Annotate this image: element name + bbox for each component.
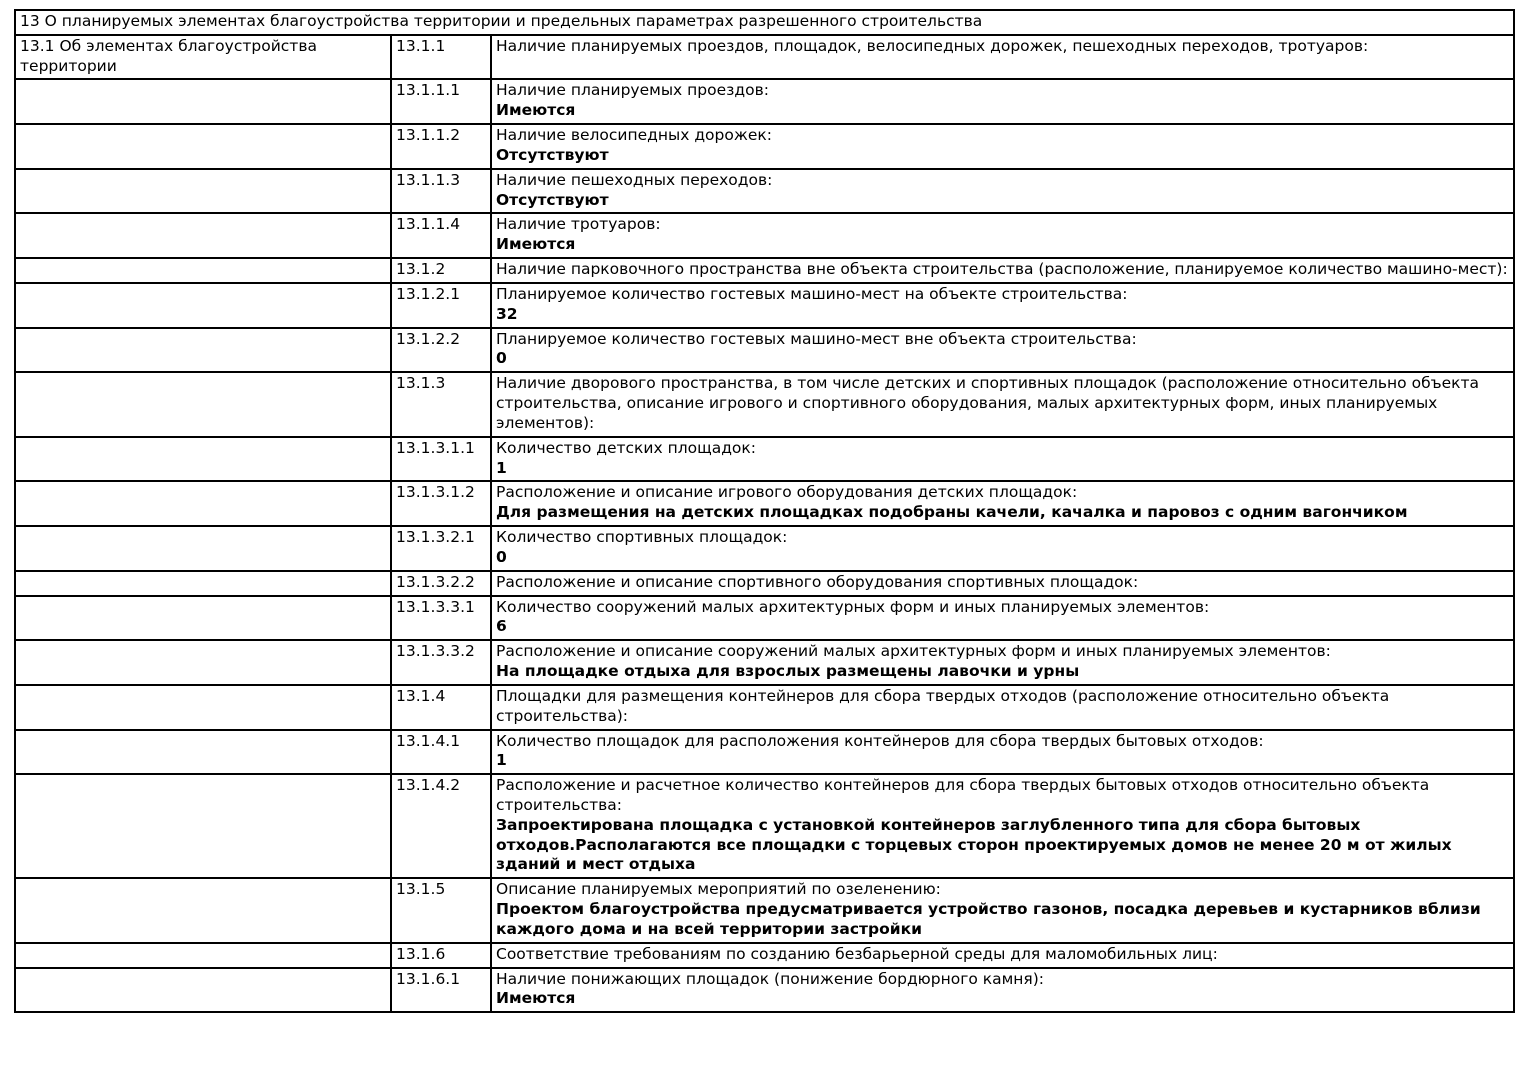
row-content-cell — [491, 774, 1514, 878]
row-code: 13.1.3 — [396, 374, 446, 393]
table-row — [15, 943, 1514, 968]
category-cell — [15, 571, 391, 596]
row-value: Имеются — [496, 989, 576, 1008]
category-label: 13.1 Об элементах благоустройства территории — [20, 36, 317, 75]
table-row — [15, 35, 1514, 80]
row-code: 13.1.3.1.1 — [396, 438, 475, 457]
row-code: 13.1.4.1 — [396, 731, 461, 750]
row-value: 0 — [496, 547, 507, 566]
row-label: Наличие планируемых проездов: — [496, 81, 769, 100]
row-label: Описание планируемых мероприятий по озеленению: — [496, 880, 941, 899]
category-cell — [15, 124, 391, 169]
table-row — [15, 968, 1514, 1013]
table-row — [15, 328, 1514, 373]
row-code-cell — [391, 169, 491, 214]
row-content-cell — [491, 372, 1514, 436]
row-content-cell — [491, 124, 1514, 169]
table-row — [15, 437, 1514, 482]
table-row — [15, 283, 1514, 328]
category-cell — [15, 481, 391, 526]
category-cell — [15, 640, 391, 685]
row-code-cell — [391, 35, 491, 80]
row-label: Количество площадок для расположения контейнеров для сбора твердых бытовых отходов: — [496, 731, 1264, 750]
row-value: Запроектирована площадка с установкой контейнеров заглубленного типа для сбора бытовых отходов.Располагаются все площадки с торцевых сторон проектируемых домов не менее 20 м от жилых зданий и мест отдыха — [496, 815, 1452, 874]
row-code: 13.1.4 — [396, 686, 446, 705]
row-code-cell — [391, 878, 491, 942]
row-label: Наличие тротуаров: — [496, 215, 661, 234]
row-value: Имеются — [496, 101, 576, 120]
row-label: Количество детских площадок: — [496, 438, 757, 457]
table-row — [15, 730, 1514, 775]
category-cell — [15, 878, 391, 942]
row-value: Имеются — [496, 235, 576, 254]
row-content-cell — [491, 571, 1514, 596]
section-header-row — [15, 10, 1514, 35]
category-cell — [15, 526, 391, 571]
table-row — [15, 124, 1514, 169]
row-code: 13.1.2 — [396, 260, 446, 279]
category-cell — [15, 283, 391, 328]
row-label: Соответствие требованиям по созданию безбарьерной среды для маломобильных лиц: — [496, 944, 1218, 963]
category-cell — [15, 169, 391, 214]
row-code: 13.1.1.3 — [396, 170, 461, 189]
row-code: 13.1.3.2.1 — [396, 528, 475, 547]
row-code-cell — [391, 79, 491, 124]
row-code: 13.1.6.1 — [396, 969, 461, 988]
row-label: Наличие велосипедных дорожек: — [496, 126, 772, 145]
table-body — [15, 10, 1514, 1012]
row-label: Наличие понижающих площадок (понижение бордюрного камня): — [496, 969, 1045, 988]
row-code-cell — [391, 943, 491, 968]
row-code: 13.1.1.1 — [396, 81, 461, 100]
category-cell — [15, 730, 391, 775]
row-label: Расположение и описание спортивного оборудования спортивных площадок: — [496, 572, 1139, 591]
category-cell — [15, 968, 391, 1013]
row-code-cell — [391, 213, 491, 258]
row-content-cell — [491, 481, 1514, 526]
row-label: Расположение и расчетное количество контейнеров для сбора твердых бытовых отходов относительно объекта строительства: — [496, 776, 1430, 814]
row-value: Отсутствуют — [496, 190, 609, 209]
row-label: Наличие парковочного пространства вне объекта строительства (расположение, планируемое количество машино-мест): — [496, 260, 1508, 279]
row-code-cell — [391, 968, 491, 1013]
row-content-cell — [491, 878, 1514, 942]
row-code: 13.1.3.2.2 — [396, 572, 475, 591]
table-row — [15, 526, 1514, 571]
row-code: 13.1.3.3.2 — [396, 642, 475, 661]
row-value: Для размещения на детских площадках подобраны качели, качалка и паровоз с одним вагончиком — [496, 503, 1408, 522]
row-code-cell — [391, 596, 491, 641]
row-code: 13.1.1 — [396, 36, 446, 55]
row-code-cell — [391, 730, 491, 775]
category-cell — [15, 328, 391, 373]
row-code-cell — [391, 124, 491, 169]
row-code-cell — [391, 774, 491, 878]
row-content-cell — [491, 640, 1514, 685]
table-row — [15, 79, 1514, 124]
row-label: Количество спортивных площадок: — [496, 528, 788, 547]
table-row — [15, 571, 1514, 596]
category-cell — [15, 35, 391, 80]
table-row — [15, 258, 1514, 283]
row-content-cell — [491, 35, 1514, 80]
category-cell — [15, 437, 391, 482]
section-title: 13 О планируемых элементах благоустройства территории и предельных параметрах разрешенного строительства — [15, 10, 1514, 35]
category-cell — [15, 685, 391, 730]
row-label: Наличие дворового пространства, в том числе детских и спортивных площадок (расположение относительно объекта строительства, описание игрового и спортивного оборудования, малых архитектурных форм, иных планируемых элементов): — [496, 374, 1480, 432]
row-value: 6 — [496, 617, 507, 636]
row-content-cell — [491, 437, 1514, 482]
row-code-cell — [391, 526, 491, 571]
row-content-cell — [491, 730, 1514, 775]
row-label: Наличие планируемых проездов, площадок, велосипедных дорожек, пешеходных переходов, тротуаров: — [496, 36, 1369, 55]
project-declaration-table — [14, 9, 1515, 1013]
row-code-cell — [391, 437, 491, 482]
row-label: Наличие пешеходных переходов: — [496, 170, 773, 189]
row-label: Площадки для размещения контейнеров для сбора твердых отходов (расположение относительно объекта строительства): — [496, 686, 1390, 725]
row-label: Расположение и описание сооружений малых архитектурных форм и иных планируемых элементов: — [496, 642, 1331, 661]
row-value: На площадке отдыха для взрослых размещены лавочки и урны — [496, 662, 1080, 681]
row-code-cell — [391, 258, 491, 283]
table-row — [15, 372, 1514, 436]
table-row — [15, 640, 1514, 685]
table-row — [15, 213, 1514, 258]
row-content-cell — [491, 943, 1514, 968]
row-code: 13.1.1.2 — [396, 126, 461, 145]
row-label: Количество сооружений малых архитектурных форм и иных планируемых элементов: — [496, 597, 1210, 616]
row-label: Планируемое количество гостевых машино-мест на объекте строительства: — [496, 284, 1128, 303]
row-value: Отсутствуют — [496, 145, 609, 164]
row-content-cell — [491, 596, 1514, 641]
table-row — [15, 596, 1514, 641]
row-content-cell — [491, 258, 1514, 283]
row-content-cell — [491, 968, 1514, 1013]
category-cell — [15, 943, 391, 968]
row-value: 32 — [496, 304, 518, 323]
row-code: 13.1.2.1 — [396, 284, 461, 303]
row-code: 13.1.5 — [396, 880, 446, 899]
table-row — [15, 774, 1514, 878]
row-code-cell — [391, 372, 491, 436]
row-code-cell — [391, 283, 491, 328]
table-row — [15, 481, 1514, 526]
row-label: Планируемое количество гостевых машино-мест вне объекта строительства: — [496, 329, 1137, 348]
row-content-cell — [491, 526, 1514, 571]
category-cell — [15, 258, 391, 283]
row-code: 13.1.4.2 — [396, 776, 461, 795]
row-value: Проектом благоустройства предусматривается устройство газонов, посадка деревьев и кустарников вблизи каждого дома и на всей территории застройки — [496, 900, 1481, 938]
category-cell — [15, 774, 391, 878]
row-content-cell — [491, 79, 1514, 124]
row-content-cell — [491, 328, 1514, 373]
row-code: 13.1.6 — [396, 944, 446, 963]
table-row — [15, 169, 1514, 214]
row-code-cell — [391, 640, 491, 685]
row-code: 13.1.3.3.1 — [396, 597, 475, 616]
category-cell — [15, 213, 391, 258]
row-content-cell — [491, 169, 1514, 214]
row-code-cell — [391, 571, 491, 596]
row-value: 1 — [496, 458, 507, 477]
row-code: 13.1.2.2 — [396, 329, 461, 348]
category-cell — [15, 79, 391, 124]
category-cell — [15, 372, 391, 436]
row-code-cell — [391, 481, 491, 526]
row-code: 13.1.1.4 — [396, 215, 461, 234]
category-cell — [15, 596, 391, 641]
table-row — [15, 685, 1514, 730]
row-content-cell — [491, 213, 1514, 258]
table-row — [15, 878, 1514, 942]
row-value: 1 — [496, 751, 507, 770]
row-code-cell — [391, 328, 491, 373]
row-value: 0 — [496, 349, 507, 368]
row-content-cell — [491, 685, 1514, 730]
row-code: 13.1.3.1.2 — [396, 483, 475, 502]
row-content-cell — [491, 283, 1514, 328]
row-code-cell — [391, 685, 491, 730]
row-label: Расположение и описание игрового оборудования детских площадок: — [496, 483, 1078, 502]
